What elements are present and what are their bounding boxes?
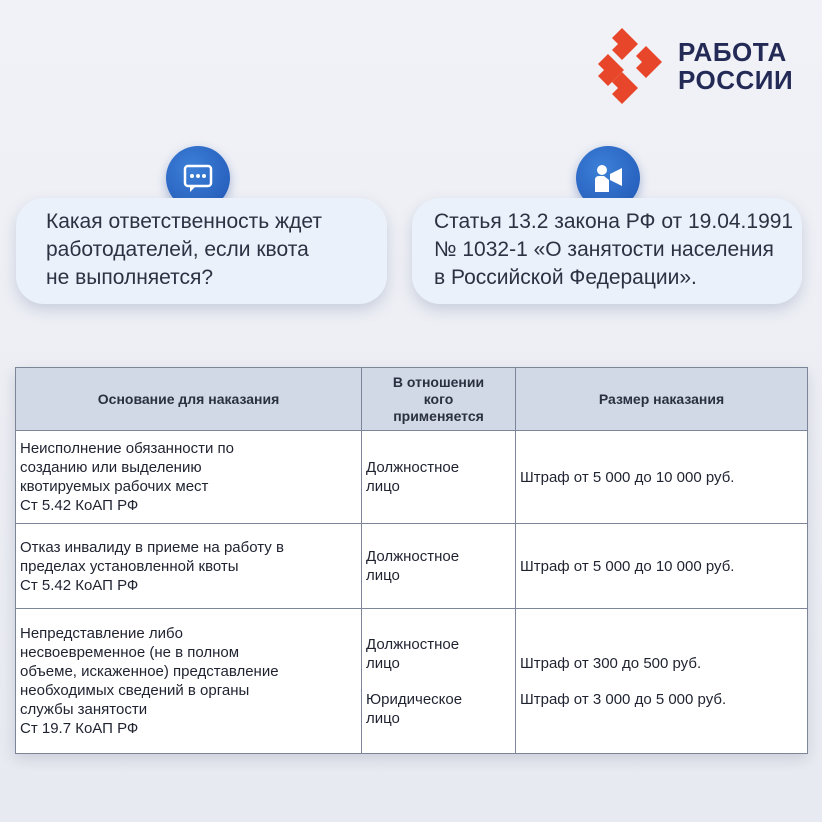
brand-logo [596,28,796,108]
header-subject-line: В отношении [392,373,485,390]
subject-line: Должностное [366,635,460,653]
question-line: не выполняется? [46,266,214,289]
basis-line: Ст 5.42 КоАП РФ [20,497,139,514]
basis-line: пределах установленной квоты [20,557,239,575]
header-penalty: Размер наказания [516,368,808,431]
question-line: Какая ответственность ждет [46,210,322,233]
brand-name [678,38,793,94]
basis-line: службы занятости [20,701,148,718]
table-row [16,609,808,754]
header-subject-line: применяется [393,407,484,424]
answer-line: в Российской Федерации». [434,266,697,289]
penalty-line: Штраф от 300 до 500 руб. [520,654,702,672]
brand-name-line2: РОССИИ [678,65,794,95]
basis-line: созданию или выделению [20,459,202,476]
answer-bubble [412,198,802,304]
penalty-cell [516,609,808,754]
penalty-line: Штраф от 3 000 до 5 000 руб. [520,690,727,708]
basis-line: Непредставление либо [20,625,183,642]
header-basis: Основание для наказания [16,368,362,431]
basis-line: Ст 19.7 КоАП РФ [20,720,139,737]
penalty-cell [516,524,808,609]
basis-line: Неисполнение обязанности по [20,440,234,457]
subject-line: лицо [366,654,400,672]
table-header-row [16,368,808,431]
basis-line: Отказ инвалиду в приеме на работу в [20,538,284,556]
subject-line: лицо [366,567,400,584]
table-row [16,524,808,609]
header-subject-line: кого [423,390,454,407]
penalty-line: Штраф от 5 000 до 10 000 руб. [520,557,735,575]
penalty-line: Штраф от 5 000 до 10 000 руб. [520,468,735,486]
penalty-cell [516,431,808,524]
brand-name-line1: РАБОТА [678,37,787,67]
basis-line: квотируемых рабочих мест [20,478,209,495]
subject-line: Юридическое [366,690,463,708]
basis-line: необходимых сведений в органы [20,682,250,699]
question-bubble [16,198,387,304]
subject-line: лицо [366,709,400,727]
basis-cell [16,431,362,524]
penalty-table-container [15,367,807,752]
subject-cell [362,609,516,754]
basis-cell [16,524,362,609]
penalty-table [15,367,808,754]
basis-cell [16,609,362,754]
answer-line: № 1032-1 «О занятости населения [434,238,774,261]
basis-line: Ст 5.42 КоАП РФ [20,576,139,594]
subject-line: Должностное [366,548,460,565]
question-line: работодателей, если квота [46,238,309,261]
answer-line: Статья 13.2 закона РФ от 19.04.1991 [434,210,794,233]
subject-line: лицо [366,478,400,495]
brand-logo-icon [596,28,676,108]
header-subject [362,368,516,431]
table-row [16,431,808,524]
subject-cell [362,431,516,524]
basis-line: несвоевременное (не в полном [20,644,240,661]
basis-line: объеме, искаженное) представление [20,663,279,680]
subject-line: Должностное [366,459,460,476]
subject-cell [362,524,516,609]
